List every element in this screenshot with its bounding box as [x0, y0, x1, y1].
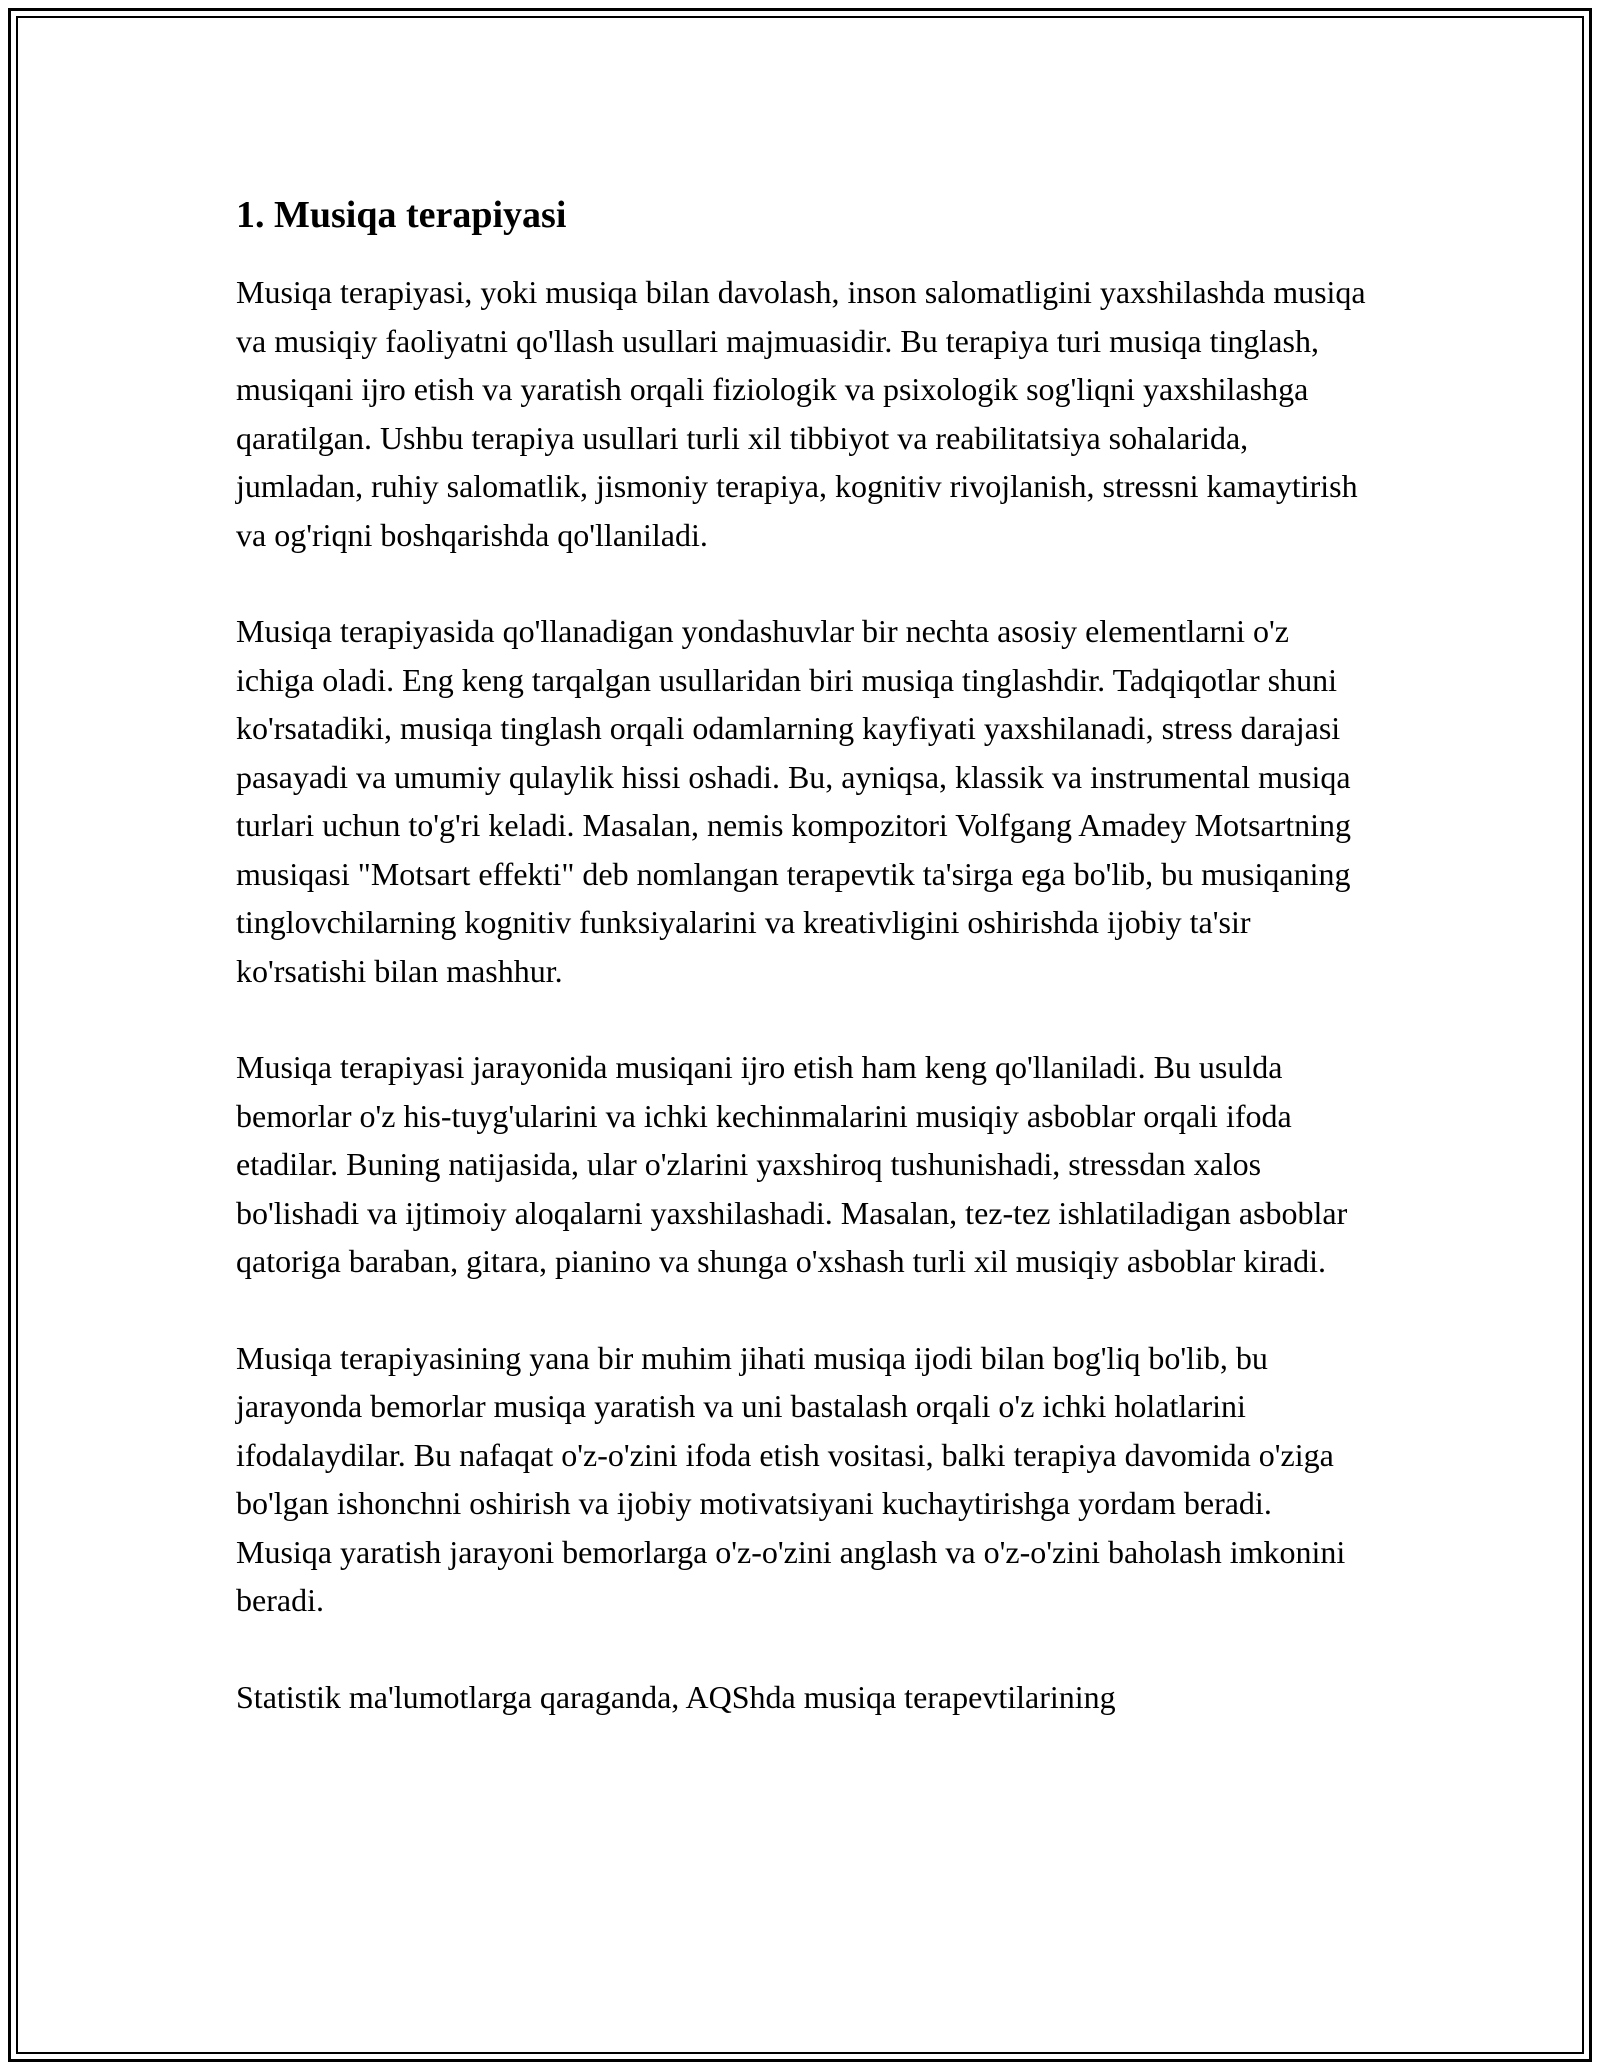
paragraph-5: Statistik ma'lumotlarga qaraganda, AQShda musiqa terapevtilarining	[236, 1678, 1116, 1715]
section-heading: 1. Musiqa terapiyasi	[236, 194, 567, 236]
paragraph-3: Musiqa terapiyasi jarayonida musiqani ijro etish ham keng qo'llaniladi. Bu usulda bemorlar o'z his-tuyg'ularini va ichki kechinmalarini musiqiy asboblar orqali ifoda etadilar. Buning natijasida, ular o'zlarini yaxshiroq tushunishadi, stressdan xalos bo'lishadi va ijtimoiy aloqalarni yaxshilashadi. Masalan, tez-tez ishlatiladigan asboblar qatoriga baraban, gitara, pianino va shunga o'xshash turli xil musiqiy asboblar kiradi.	[236, 1049, 1348, 1279]
paragraph-1: Musiqa terapiyasi, yoki musiqa bilan davolash, inson salomatligini yaxshilashda musiqa va musiqiy faoliyatni qo'llash usullari majmuasidir. Bu terapiya turi musiqa tinglash, musiqani ijro etish va yaratish orqali fiziologik va psixologik sog'liqni yaxshilashga qaratilgan. Ushbu terapiya usullari turli xil tibbiyot va reabilitatsiya sohalarida, jumladan, ruhiy salomatlik, jismoniy terapiya, kognitiv rivojlanish, stressni kamaytirish va og'riqni boshqarishda qo'llaniladi.	[236, 274, 1366, 553]
paragraph-4: Musiqa terapiyasining yana bir muhim jihati musiqa ijodi bilan bog'liq bo'lib, bu jarayonda bemorlar musiqa yaratish va uni bastalash orqali o'z ichki holatlarini ifodalaydilar. Bu nafaqat o'z-o'zini ifoda etish vositasi, balki terapiya davomida o'ziga bo'lgan ishonchni oshirish va ijobiy motivatsiyani kuchaytirishga yordam beradi. Musiqa yaratish jarayoni bemorlarga o'z-o'zini anglash va o'z-o'zini baholash imkonini beradi.	[236, 1339, 1346, 1618]
paragraph-2: Musiqa terapiyasida qo'llanadigan yondashuvlar bir nechta asosiy elementlarni o'z ichiga oladi. Eng keng tarqalgan usullaridan biri musiqa tinglashdir. Tadqiqotlar shuni ko'rsatadiki, musiqa tinglash orqali odamlarning kayfiyati yaxshilanadi, stress darajasi pasayadi va umumiy qulaylik hissi oshadi. Bu, ayniqsa, klassik va instrumental musiqa turlari uchun to'g'ri keladi. Masalan, nemis kompozitori Volfgang Amadey Motsartning musiqasi "Motsart effekti" deb nomlangan terapevtik ta'sirga ega bo'lib, bu musiqaning tinglovchilarning kognitiv funksiyalarini va kreativligini oshirishda ijobiy ta'sir ko'rsatishi bilan mashhur.	[236, 613, 1352, 989]
document-body	[236, 182, 1366, 1769]
